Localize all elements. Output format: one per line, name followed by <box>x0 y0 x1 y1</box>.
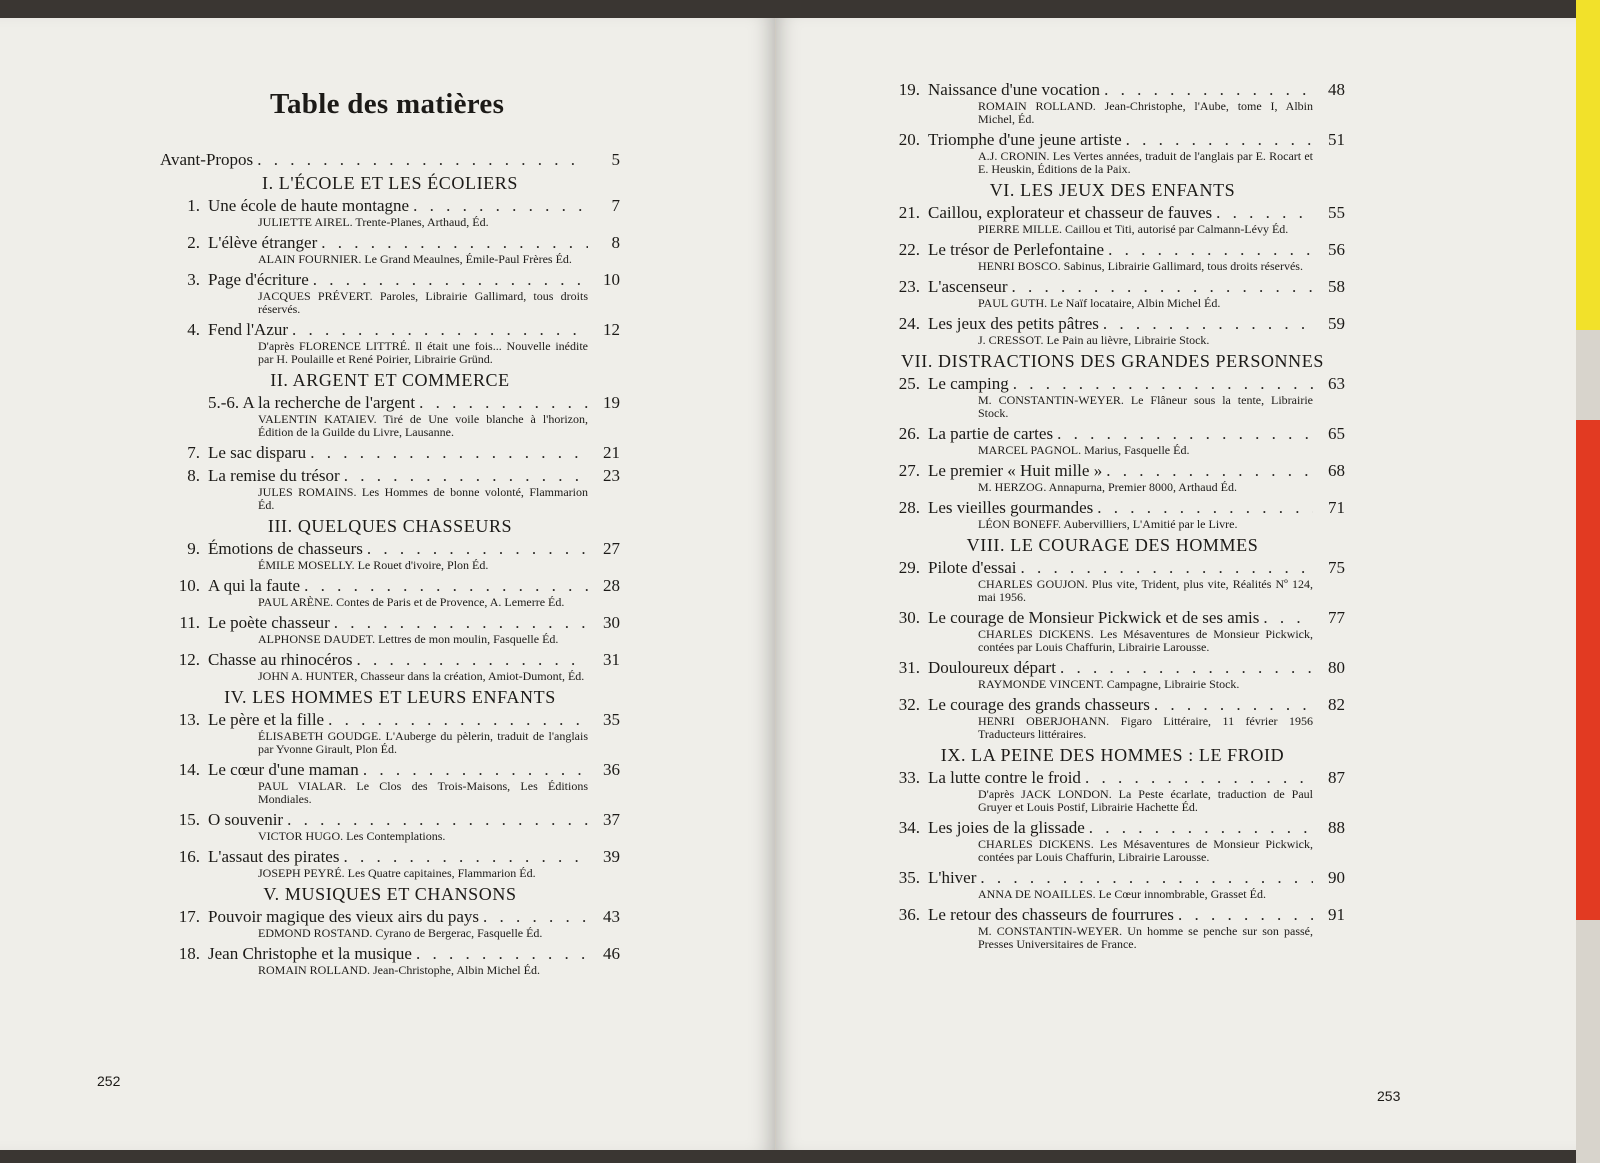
entry-number: 15. <box>178 810 200 829</box>
entry-source: CHARLES DICKENS. Les Mésaventures de Monsieur Pickwick, contées par Louis Chaffurin, Librairie Larousse. <box>978 837 1313 864</box>
toc-entry[interactable] <box>880 461 1345 494</box>
entry-page: 80 <box>1328 658 1345 677</box>
entry-source: HENRI BOSCO. Sabinus, Librairie Gallimard, tous droits réservés. <box>978 259 1303 273</box>
entry-page: 30 <box>603 613 620 632</box>
entry-number: 10. <box>178 576 200 595</box>
page-title: Table des matières <box>270 88 505 120</box>
toc-entry[interactable] <box>160 576 620 609</box>
entry-number: 31. <box>898 658 920 677</box>
entry-source: ANNA DE NOAILLES. Le Cœur innombrable, Grasset Éd. <box>978 887 1266 901</box>
cover-strip-gray <box>1576 330 1600 420</box>
entry-title: Triomphe d'une jeune artiste <box>928 130 1122 149</box>
entry-title: Le courage des grands chasseurs <box>928 695 1150 714</box>
leader-dots <box>1097 498 1313 518</box>
entry-source: JOHN A. HUNTER, Chasseur dans la création, Amiot-Dumont, Éd. <box>258 669 585 683</box>
entry-number: 20. <box>898 130 920 149</box>
leader-dots <box>413 196 588 216</box>
entry-page: 35 <box>603 710 620 729</box>
leader-dots <box>334 613 588 633</box>
toc-entry[interactable] <box>160 320 620 366</box>
toc-entry[interactable] <box>880 608 1345 654</box>
entry-source: M. CONSTANTIN-WEYER. Le Flâneur sous la tente, Librairie Stock. <box>978 393 1313 420</box>
entry-number: 7. <box>187 443 200 462</box>
leader-dots <box>1021 558 1313 578</box>
leader-dots <box>1178 905 1313 925</box>
entry-page: 37 <box>603 810 620 829</box>
entry-title: Douloureux départ <box>928 658 1056 677</box>
toc-right <box>880 80 1345 955</box>
entry-source: JULES ROMAINS. Les Hommes de bonne volonté, Flammarion Éd. <box>258 485 588 512</box>
entry-number: 28. <box>898 498 920 517</box>
leader-dots <box>1104 80 1313 100</box>
entry-number: 35. <box>898 868 920 887</box>
toc-entry[interactable] <box>160 944 620 977</box>
entry-page: 68 <box>1328 461 1345 480</box>
toc-entry[interactable] <box>160 907 620 940</box>
leader-dots <box>980 868 1313 888</box>
leader-dots <box>1060 658 1313 678</box>
leader-dots <box>321 233 588 253</box>
section-heading: IX. LA PEINE DES HOMMES : LE FROID <box>940 745 1285 765</box>
entry-source: D'après JACK LONDON. La Peste écarlate, traduction de Paul Gruyer et Louis Postif, Librairie Hachette Éd. <box>978 787 1313 814</box>
toc-entry[interactable] <box>880 695 1345 741</box>
entry-page: 48 <box>1328 80 1345 99</box>
entry-title: La remise du trésor <box>208 466 340 485</box>
leader-dots <box>1126 130 1313 150</box>
entry-title: Le camping <box>928 374 1009 393</box>
entry-number: 11. <box>179 613 200 632</box>
entry-title: Le poète chasseur <box>208 613 330 632</box>
entry-source: M. CONSTANTIN-WEYER. Un homme se penche sur son passé, Presses Universitaires de France. <box>978 924 1313 951</box>
toc-entry[interactable] <box>160 650 620 683</box>
entry-title: Une école de haute montagne <box>208 196 410 215</box>
entry-source: JULIETTE AIREL. Trente-Planes, Arthaud, Éd. <box>258 215 489 229</box>
entry-source: PAUL ARÈNE. Contes de Paris et de Provence, A. Lemerre Éd. <box>258 595 565 609</box>
entry-number: 32. <box>898 695 920 714</box>
entry-page: 71 <box>1328 498 1345 517</box>
entry-source: CHARLES DICKENS. Les Mésaventures de Monsieur Pickwick, contées par Louis Chaffurin, Librairie Larousse. <box>978 627 1313 654</box>
leader-dots <box>343 847 588 867</box>
entry-number: 19. <box>898 80 920 99</box>
toc-entry[interactable] <box>160 233 620 266</box>
entry-source: CHARLES GOUJON. Plus vite, Trident, plus vite, Réalités Nº 124, mai 1956. <box>978 577 1313 604</box>
entry-page: 46 <box>603 944 620 963</box>
entry-page: 56 <box>1328 240 1345 259</box>
entry-page: 82 <box>1328 695 1345 714</box>
entry-page: 23 <box>603 466 620 485</box>
entry-number: 29. <box>898 558 920 577</box>
entry-title: L'ascenseur <box>928 277 1008 296</box>
entry-title: Naissance d'une vocation <box>928 80 1101 99</box>
page-number-right: 253 <box>1377 1088 1401 1104</box>
entry-source: ALPHONSE DAUDET. Lettres de mon moulin, Fasquelle Éd. <box>258 632 559 646</box>
entry-title: Le sac disparu <box>208 443 307 462</box>
entry-page: 12 <box>603 320 620 339</box>
entry-title: Chasse au rhinocéros <box>208 650 353 669</box>
leader-dots <box>1089 818 1313 838</box>
entry-number: 33. <box>898 768 920 787</box>
entry-number: 30. <box>898 608 920 627</box>
leader-dots <box>1013 374 1313 394</box>
entry-title: Pouvoir magique des vieux airs du pays <box>208 907 480 926</box>
leader-dots <box>483 907 588 927</box>
entry-title: L'élève étranger <box>208 233 318 252</box>
section-heading: II. ARGENT ET COMMERCE <box>270 370 510 390</box>
entry-page: 55 <box>1328 203 1345 222</box>
entry-page: 77 <box>1328 608 1345 627</box>
entry-source: MARCEL PAGNOL. Marius, Fasquelle Éd. <box>978 443 1190 457</box>
toc-entry[interactable] <box>880 905 1345 951</box>
leader-dots <box>257 150 588 170</box>
entry-number: 3. <box>187 270 200 289</box>
entry-page: 51 <box>1328 130 1345 149</box>
leader-dots <box>419 393 588 413</box>
entry-title: Page d'écriture <box>208 270 309 289</box>
toc-entry[interactable] <box>880 277 1345 310</box>
entry-number: 24. <box>898 314 920 333</box>
entry-source: ROMAIN ROLLAND. Jean-Christophe, Albin Michel Éd. <box>258 963 540 977</box>
entry-title: Le trésor de Perlefontaine <box>928 240 1105 259</box>
toc-entry[interactable] <box>160 466 620 512</box>
entry-page: 87 <box>1328 768 1345 787</box>
entry-source: ÉMILE MOSELLY. Le Rouet d'ivoire, Plon Éd. <box>258 558 489 572</box>
entry-source: HENRI OBERJOHANN. Figaro Littéraire, 11 février 1956 Traducteurs littéraires. <box>978 714 1313 741</box>
entry-source: ÉLISABETH GOUDGE. L'Auberge du pèlerin, traduit de l'anglais par Yvonne Girault, Plon Éd. <box>258 729 588 756</box>
toc-entry[interactable] <box>160 270 620 316</box>
entry-title: Le premier « Huit mille » <box>928 461 1103 480</box>
entry-title: O souvenir <box>208 810 284 829</box>
entry-page: 63 <box>1328 374 1345 393</box>
leader-dots <box>310 443 588 463</box>
toc-entry[interactable] <box>160 613 620 646</box>
entry-page: 43 <box>603 907 620 926</box>
section-heading: IV. LES HOMMES ET LEURS ENFANTS <box>224 687 556 707</box>
entry-page: 91 <box>1328 905 1345 924</box>
leader-dots <box>1057 424 1313 444</box>
entry-number: 9. <box>187 539 200 558</box>
section-heading: V. MUSIQUES ET CHANSONS <box>263 884 517 904</box>
section-heading: VII. DISTRACTIONS DES GRANDES PERSONNES <box>901 351 1324 371</box>
cover-strip-red <box>1576 420 1600 920</box>
entry-number: 2. <box>187 233 200 252</box>
entry-source: VICTOR HUGO. Les Contemplations. <box>258 829 446 843</box>
toc-entry[interactable] <box>160 710 620 756</box>
entry-title: Le cœur d'une maman <box>208 760 359 779</box>
toc-entry[interactable] <box>880 818 1345 864</box>
entry-number: 18. <box>178 944 200 963</box>
entry-title: Caillou, explorateur et chasseur de fauves <box>928 203 1213 222</box>
entry-source: ROMAIN ROLLAND. Jean-Christophe, l'Aube, tome I, Albin Michel, Éd. <box>978 99 1313 126</box>
section-heading: VIII. LE COURAGE DES HOMMES <box>966 535 1259 555</box>
toc-entry[interactable] <box>160 810 620 843</box>
leader-dots <box>1263 608 1313 628</box>
entry-source: PAUL VIALAR. Le Clos des Trois-Maisons, Les Éditions Mondiales. <box>258 779 588 806</box>
entry-number: 16. <box>178 847 200 866</box>
section-heading: I. L'ÉCOLE ET LES ÉCOLIERS <box>262 173 518 193</box>
leader-dots <box>328 710 588 730</box>
toc-entry[interactable] <box>880 868 1345 901</box>
cover-strip-gray-bottom <box>1576 920 1600 1163</box>
toc-entry[interactable] <box>880 203 1345 236</box>
entry-number: 34. <box>898 818 920 837</box>
entry-title: Pilote d'essai <box>928 558 1017 577</box>
entry-title: Le courage de Monsieur Pickwick et de ses amis <box>928 608 1260 627</box>
leader-dots <box>356 650 588 670</box>
entry-source: VALENTIN KATAIEV. Tiré de Une voile blanche à l'horizon, Édition de la Guilde du Livre, Lausanne. <box>258 412 588 439</box>
entry-title: Avant-Propos <box>160 150 254 169</box>
leader-dots <box>304 576 588 596</box>
toc-entry[interactable] <box>880 130 1345 176</box>
toc-entry[interactable] <box>160 539 620 572</box>
entry-number: 23. <box>898 277 920 296</box>
entry-number: 1. <box>187 196 200 215</box>
entry-source: M. HERZOG. Annapurna, Premier 8000, Arthaud Éd. <box>978 480 1237 494</box>
entry-number: 36. <box>898 905 920 924</box>
toc-entry[interactable] <box>880 424 1345 457</box>
toc-entry[interactable] <box>160 760 620 806</box>
toc-entry[interactable] <box>880 374 1345 420</box>
entry-title: Émotions de chasseurs <box>208 539 363 558</box>
entry-number: 13. <box>178 710 200 729</box>
leader-dots <box>367 539 588 559</box>
entry-page: 88 <box>1328 818 1345 837</box>
toc-entry[interactable] <box>160 196 620 229</box>
leader-dots <box>363 760 588 780</box>
entry-title: Les jeux des petits pâtres <box>928 314 1099 333</box>
entry-page: 59 <box>1328 314 1345 333</box>
entry-title: L'hiver <box>928 868 977 887</box>
section-heading: VI. LES JEUX DES ENFANTS <box>989 180 1236 200</box>
toc-entry[interactable] <box>160 443 620 463</box>
entry-page: 90 <box>1328 868 1345 887</box>
entry-title: Jean Christophe et la musique <box>208 944 412 963</box>
toc-entry[interactable] <box>880 314 1345 347</box>
entry-page: 21 <box>603 443 620 462</box>
entry-page: 75 <box>1328 558 1345 577</box>
entry-source: JOSEPH PEYRÉ. Les Quatre capitaines, Flammarion Éd. <box>258 866 536 880</box>
entry-page: 31 <box>603 650 620 669</box>
toc-entry-avant-propos[interactable] <box>160 150 620 170</box>
entry-title: 5.-6. A la recherche de l'argent <box>208 393 416 412</box>
entry-number: 4. <box>187 320 200 339</box>
toc-entry[interactable] <box>880 240 1345 273</box>
leader-dots <box>292 320 588 340</box>
entry-page: 5 <box>611 150 620 169</box>
entry-number: 8. <box>187 466 200 485</box>
entry-title: A qui la faute <box>208 576 301 595</box>
entry-source: J. CRESSOT. Le Pain au lièvre, Librairie Stock. <box>978 333 1210 347</box>
entry-source: PAUL GUTH. Le Naïf locataire, Albin Michel Éd. <box>978 296 1221 310</box>
entry-title: Les joies de la glissade <box>928 818 1085 837</box>
entry-number: 17. <box>178 907 200 926</box>
entry-title: L'assaut des pirates <box>208 847 340 866</box>
entry-number: 25. <box>898 374 920 393</box>
section-heading: III. QUELQUES CHASSEURS <box>267 516 513 536</box>
entry-source: RAYMONDE VINCENT. Campagne, Librairie Stock. <box>978 677 1240 691</box>
entry-title: Le père et la fille <box>208 710 325 729</box>
entry-page: 19 <box>603 393 620 412</box>
leader-dots <box>1012 277 1313 297</box>
page-number-left: 252 <box>97 1073 121 1089</box>
entry-source: A.J. CRONIN. Les Vertes années, traduit de l'anglais par E. Rocart et E. Heuskin, Éditions de la Paix. <box>978 149 1313 176</box>
entry-number: 22. <box>898 240 920 259</box>
entry-source: PIERRE MILLE. Caillou et Titi, autorisé par Calmann-Lévy Éd. <box>978 222 1289 236</box>
entry-title: Les vieilles gourmandes <box>928 498 1094 517</box>
entry-source: LÉON BONEFF. Aubervilliers, L'Amitié par le Livre. <box>978 517 1238 531</box>
entry-title: La partie de cartes <box>928 424 1054 443</box>
leader-dots <box>287 810 588 830</box>
entry-number: 12. <box>178 650 200 669</box>
leader-dots <box>344 466 588 486</box>
leader-dots <box>1085 768 1313 788</box>
entry-source: ALAIN FOURNIER. Le Grand Meaulnes, Émile-Paul Frères Éd. <box>258 252 572 266</box>
entry-page: 36 <box>603 760 620 779</box>
entry-page: 58 <box>1328 277 1345 296</box>
entry-source: JACQUES PRÉVERT. Paroles, Librairie Gallimard, tous droits réservés. <box>258 289 588 316</box>
leader-dots <box>1154 695 1313 715</box>
leader-dots <box>1106 461 1313 481</box>
toc-entry[interactable] <box>880 80 1345 126</box>
toc-left <box>160 150 620 981</box>
toc-entry[interactable] <box>880 768 1345 814</box>
entry-title: Le retour des chasseurs de fourrures <box>928 905 1174 924</box>
leader-dots <box>1216 203 1313 223</box>
entry-title: La lutte contre le froid <box>928 768 1081 787</box>
entry-page: 8 <box>611 233 620 252</box>
cover-strip-yellow <box>1576 0 1600 330</box>
leader-dots <box>313 270 588 290</box>
entry-page: 7 <box>611 196 620 215</box>
leader-dots <box>1108 240 1313 260</box>
entry-page: 27 <box>603 539 620 558</box>
toc-entry[interactable] <box>160 393 620 439</box>
entry-source: D'après FLORENCE LITTRÉ. Il était une fois... Nouvelle inédite par H. Poulaille et René Poirier, Librairie Gründ. <box>258 339 588 366</box>
entry-page: 65 <box>1328 424 1345 443</box>
entry-source: EDMOND ROSTAND. Cyrano de Bergerac, Fasquelle Éd. <box>258 926 543 940</box>
leader-dots <box>1103 314 1313 334</box>
toc-entry[interactable] <box>880 498 1345 531</box>
entry-number: 14. <box>178 760 200 779</box>
entry-number: 26. <box>898 424 920 443</box>
entry-number: 27. <box>898 461 920 480</box>
entry-page: 39 <box>603 847 620 866</box>
entry-title: Fend l'Azur <box>208 320 289 339</box>
toc-entry[interactable] <box>160 847 620 880</box>
leader-dots <box>416 944 588 964</box>
toc-entry[interactable] <box>880 558 1345 604</box>
entry-page: 28 <box>603 576 620 595</box>
entry-page: 10 <box>603 270 620 289</box>
toc-entry[interactable] <box>880 658 1345 691</box>
entry-number: 21. <box>898 203 920 222</box>
